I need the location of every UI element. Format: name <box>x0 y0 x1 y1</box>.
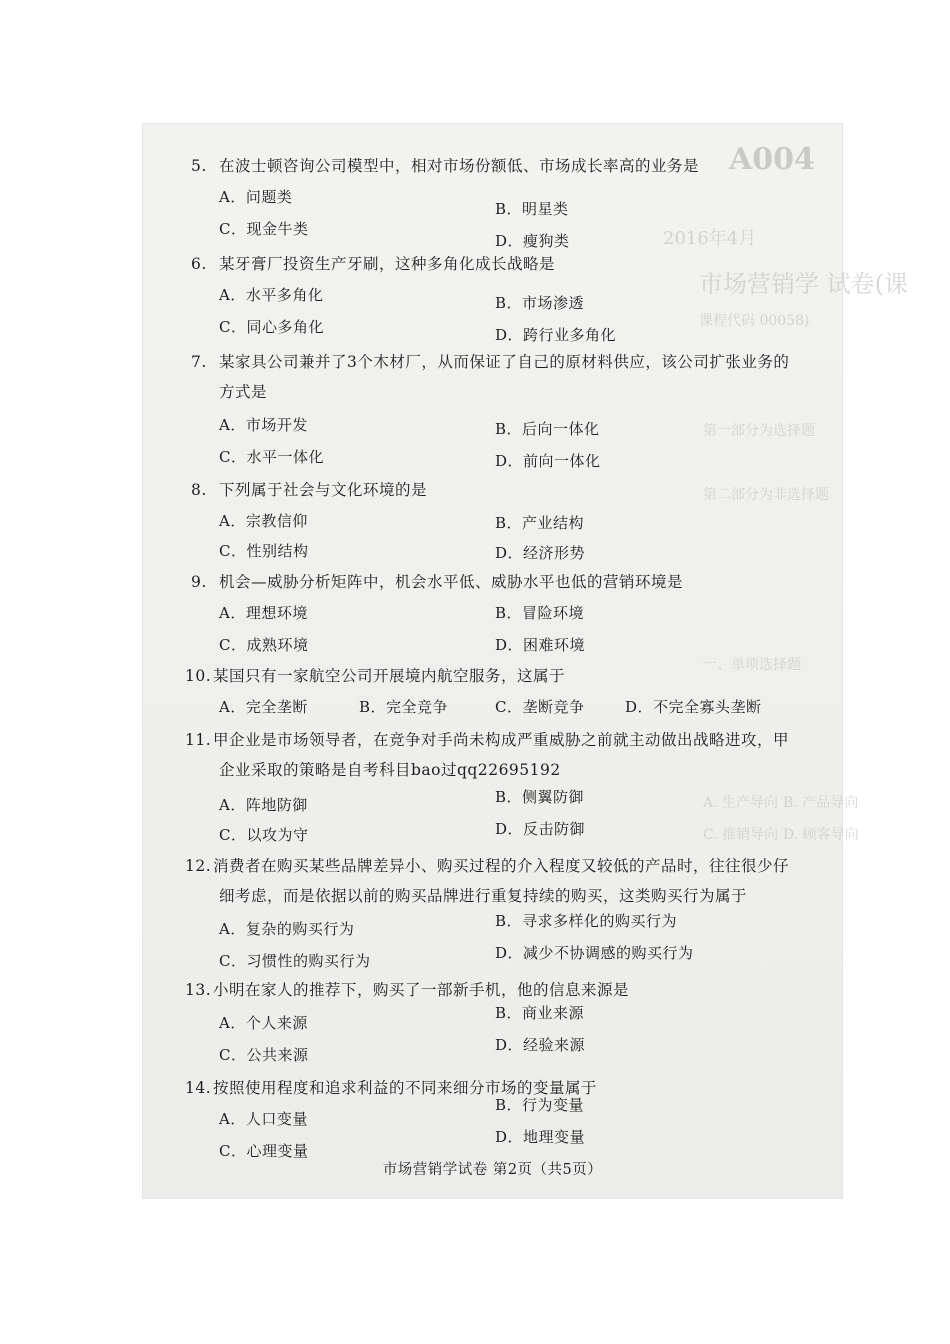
scanned-page <box>143 124 908 1198</box>
option-b: B．行为变量 <box>495 1096 585 1114</box>
ghost-text: 第一部分为选择题 <box>703 423 815 439</box>
option-b: B．完全竞争 <box>359 698 449 716</box>
ghost-text: 2016年4月 <box>663 228 757 249</box>
question-stem-continued: 企业采取的策略是自考科目bao过qq22695192 <box>219 761 561 779</box>
option-a: A．复杂的购买行为 <box>219 920 355 938</box>
question-stem: 13. 小明在家人的推荐下，购买了一部新手机，他的信息来源是 <box>185 981 630 999</box>
option-d: D．经验来源 <box>495 1036 586 1054</box>
option-c: C．现金牛类 <box>219 220 309 238</box>
ghost-text: C. 推销导向 <box>703 827 779 843</box>
option-c: C．公共来源 <box>219 1046 309 1064</box>
option-c: C．垄断竞争 <box>495 698 585 716</box>
question-stem: 14. 按照使用程度和追求利益的不同来细分市场的变量属于 <box>185 1079 598 1097</box>
option-b: B．寻求多样化的购买行为 <box>495 912 678 930</box>
question-stem: 10. 某国只有一家航空公司开展境内航空服务，这属于 <box>185 667 566 685</box>
option-c: C．习惯性的购买行为 <box>219 952 371 970</box>
option-d: D．减少不协调感的购买行为 <box>495 944 694 962</box>
option-d: D．瘦狗类 <box>495 232 570 250</box>
option-b: B．冒险环境 <box>495 604 585 622</box>
option-c: C．同心多角化 <box>219 318 324 336</box>
option-b: B．侧翼防御 <box>495 788 585 806</box>
option-b: B．后向一体化 <box>495 420 600 438</box>
ghost-text: A. 生产导向 <box>703 795 779 811</box>
question-stem-continued: 细考虑，而是依据以前的购买品牌进行重复持续的购买，这类购买行为属于 <box>219 887 748 905</box>
question-stem: 12. 消费者在购买某些品牌差异小、购买过程的介入程度又较低的产品时，往往很少仔 <box>185 857 790 875</box>
option-a: A．宗教信仰 <box>219 512 308 530</box>
option-d: D．前向一体化 <box>495 452 601 470</box>
option-c: C．性别结构 <box>219 542 309 560</box>
option-c: C．水平一体化 <box>219 448 324 466</box>
option-b: B．商业来源 <box>495 1004 585 1022</box>
option-d: D．地理变量 <box>495 1128 586 1146</box>
option-d: D．经济形势 <box>495 544 586 562</box>
option-b: B．产业结构 <box>495 514 585 532</box>
ghost-text: B. 产品导向 <box>783 795 859 811</box>
option-a: A．市场开发 <box>219 416 308 434</box>
option-d: D．反击防御 <box>495 820 586 838</box>
option-b: B．市场渗透 <box>495 294 585 312</box>
question-stem: 9. 机会—威胁分析矩阵中，机会水平低、威胁水平也低的营销环境是 <box>191 573 684 591</box>
option-c: C．心理变量 <box>219 1142 309 1160</box>
option-a: A．完全垄断 <box>219 698 308 716</box>
ghost-text: A004 <box>729 142 815 177</box>
question-stem-continued: 方式是 <box>219 383 268 401</box>
option-a: A．个人来源 <box>219 1014 308 1032</box>
question-stem: 7. 某家具公司兼并了3个木材厂，从而保证了自己的原材料供应，该公司扩张业务的 <box>191 353 790 371</box>
option-d: D．不完全寡头垄断 <box>625 698 762 716</box>
page-footer: 市场营销学试卷 第2页（共5页） <box>382 1162 603 1178</box>
question-stem: 5. 在波士顿咨询公司模型中，相对市场份额低、市场成长率高的业务是 <box>191 157 700 175</box>
option-d: D．跨行业多角化 <box>495 326 617 344</box>
option-a: A．阵地防御 <box>219 796 308 814</box>
option-a: A．水平多角化 <box>219 286 324 304</box>
ghost-text: 市场营销学 试卷(课 <box>699 270 908 298</box>
ghost-text: 课程代码 00058) <box>699 313 810 329</box>
ghost-text: 第二部分为非选择题 <box>703 487 829 503</box>
option-b: B．明星类 <box>495 200 569 218</box>
option-a: A．人口变量 <box>219 1110 308 1128</box>
option-a: A．问题类 <box>219 188 293 206</box>
question-stem: 8. 下列属于社会与文化环境的是 <box>191 481 428 499</box>
option-c: C．以攻为守 <box>219 826 309 844</box>
option-d: D．困难环境 <box>495 636 586 654</box>
option-c: C．成熟环境 <box>219 636 309 654</box>
option-a: A．理想环境 <box>219 604 308 622</box>
ghost-text: 一、单项选择题 <box>703 657 801 673</box>
question-stem: 6. 某牙膏厂投资生产牙刷，这种多角化成长战略是 <box>191 255 556 273</box>
ghost-text: D. 顾客导向 <box>783 827 859 843</box>
question-stem: 11. 甲企业是市场领导者，在竞争对手尚未构成严重威胁之前就主动做出战略进攻，甲 <box>185 731 790 749</box>
